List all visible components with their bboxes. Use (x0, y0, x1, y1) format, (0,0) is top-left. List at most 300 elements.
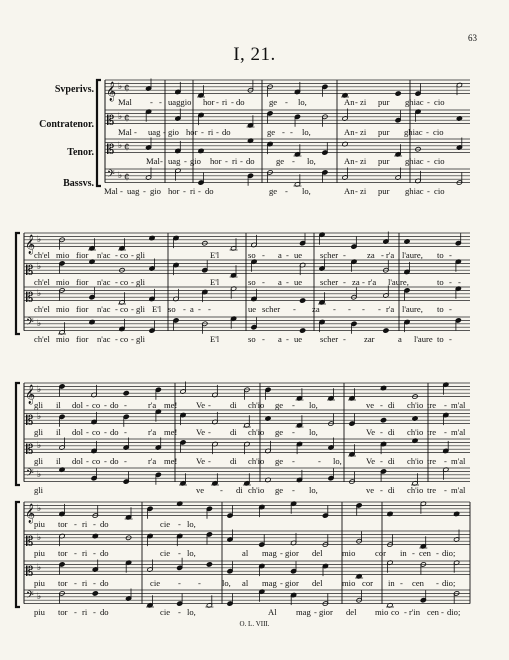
lyric-syllable: ri (82, 606, 88, 617)
lyric-syllable: r'a (386, 249, 395, 260)
system-bracket (97, 80, 101, 186)
lyric-syllable: ghiac (405, 185, 424, 196)
lyric-syllable: - (292, 155, 295, 166)
lyric-syllable: so (248, 333, 256, 344)
lyric-syllable: - (104, 455, 107, 466)
lyric-syllable: cio (434, 96, 445, 107)
lyric-syllable: fior (76, 303, 89, 314)
lyric-syllable: lo, (298, 96, 307, 107)
lyric-syllable: ve (366, 484, 375, 495)
lyric-syllable: n'ac (97, 333, 111, 344)
lyric-syllable: hor (210, 155, 222, 166)
key-signature-flat: ♭ (37, 234, 42, 245)
lyric-syllable: cen (412, 577, 424, 588)
note-head (123, 391, 129, 396)
time-signature: ¢ (124, 172, 130, 183)
key-signature-flat: ♭ (118, 170, 123, 181)
lyric-syllable: - (262, 249, 265, 260)
lyric-syllable: - (93, 518, 96, 529)
lyric-syllable: - (115, 303, 118, 314)
lyric-syllable: m'al (451, 399, 466, 410)
lyric-syllable: gio (168, 126, 179, 137)
lyric-syllable: co (120, 303, 129, 314)
lyric-syllable: - (262, 276, 265, 287)
lyric-syllable: ghiac (405, 155, 424, 166)
lyric-syllable: di (236, 484, 243, 495)
lyric-syllable: ge (275, 455, 284, 466)
lyric-syllable: ch'el (34, 276, 50, 287)
lyric-syllable: me! (164, 455, 178, 466)
lyric-syllable: do (100, 606, 109, 617)
lyric-syllable: scher (262, 303, 281, 314)
lyric-syllable: - (380, 455, 383, 466)
lyric-syllable: r'a (148, 455, 157, 466)
lyric-syllable: cie (160, 606, 171, 617)
lyric-syllable: lo, (309, 399, 318, 410)
lyric-syllable: ch'io (407, 426, 424, 437)
lyric-syllable: - (436, 547, 439, 558)
lyric-syllable: do (100, 547, 109, 558)
lyric-syllable: a (278, 276, 282, 287)
lyric-syllable: - (216, 126, 219, 137)
lyric-syllable: ue (248, 303, 257, 314)
lyric-syllable: - (201, 126, 204, 137)
lyric-syllable: - (120, 185, 123, 196)
lyric-syllable: do (100, 577, 109, 588)
lyric-syllable: scher (320, 249, 339, 260)
lyric-syllable: - (449, 276, 452, 287)
lyric-syllable: - (444, 484, 447, 495)
lyric-syllable: Ve (196, 399, 206, 410)
lyric-syllable: - (343, 249, 346, 260)
lyric-syllable: mio (342, 577, 356, 588)
system-bracket (16, 383, 20, 485)
lyric-syllable: - (343, 333, 346, 344)
lyric-syllable: - (404, 606, 407, 617)
lyric-syllable: di (388, 399, 395, 410)
lyric-syllable: - (427, 155, 430, 166)
lyric-syllable: - (400, 577, 403, 588)
key-signature-flat: ♭ (118, 81, 123, 92)
lyric-syllable: l'aure, (402, 303, 423, 314)
voice-name-tenor: Tenor. (67, 147, 94, 158)
lyric-syllable: - (412, 547, 415, 558)
key-signature-flat: ♭ (37, 261, 42, 272)
lyric-syllable: piu (34, 518, 45, 529)
lyric-syllable: cio (434, 185, 445, 196)
lyric-syllable: di (388, 426, 395, 437)
treble-clef: 𝄞 (25, 234, 36, 255)
lyric-syllable: - (355, 126, 358, 137)
lyric-syllable: scher (320, 333, 339, 344)
lyric-syllable: - (198, 303, 201, 314)
lyric-syllable: r'a (148, 399, 157, 410)
lyric-syllable: cie (160, 547, 171, 558)
lyric-syllable: gli (34, 484, 44, 495)
lyric-syllable: zi (360, 155, 367, 166)
lyric-syllable: - (355, 185, 358, 196)
lyric-syllable: lo, (333, 455, 342, 466)
lyric-syllable: dio; (442, 577, 456, 588)
lyric-syllable: ge (275, 399, 284, 410)
lyric-syllable: Ve (366, 455, 376, 466)
lyric-syllable: - (444, 455, 447, 466)
lyric-syllable: - (355, 96, 358, 107)
lyric-syllable: gli (34, 455, 44, 466)
lyric-syllable: pur (378, 126, 390, 137)
lyric-syllable: gior (285, 547, 299, 558)
lyric-syllable: gli (136, 249, 146, 260)
note-head (383, 328, 389, 333)
lyric-syllable: ch'io (248, 484, 265, 495)
lyric-syllable: Al (268, 606, 277, 617)
lyric-syllable: lo, (222, 577, 231, 588)
lyric-syllable: cor (362, 577, 373, 588)
lyric-syllable: - (444, 426, 447, 437)
lyric-syllable: a (398, 333, 402, 344)
lyric-syllable: E'l (210, 276, 220, 287)
lyric-syllable: - (131, 333, 134, 344)
lyric-syllable: - (292, 455, 295, 466)
lyric-syllable: do (110, 399, 119, 410)
lyric-syllable: - (143, 185, 146, 196)
lyric-syllable: mio (375, 606, 389, 617)
lyric-syllable: - (124, 426, 127, 437)
lyric-syllable: cie (150, 577, 161, 588)
treble-clef: 𝄞 (106, 81, 117, 102)
lyric-syllable: - (343, 276, 346, 287)
key-signature-flat: ♭ (37, 532, 42, 543)
lyric-syllable: - (131, 276, 134, 287)
lyric-syllable: Mal (146, 155, 160, 166)
lyric-syllable: lo, (302, 126, 311, 137)
lyric-syllable: tor (58, 577, 68, 588)
lyric-syllable: co (391, 606, 400, 617)
lyric-syllable: - (93, 577, 96, 588)
lyric-syllable: ghiac (404, 126, 423, 137)
system-bracket (16, 502, 20, 607)
lyric-syllable: An (344, 155, 355, 166)
lyric-syllable: An (344, 126, 355, 137)
lyric-syllable: - (285, 185, 288, 196)
lyric-syllable: gior (285, 577, 299, 588)
lyric-syllable: mio (56, 249, 70, 260)
lyric-syllable: hor (186, 126, 198, 137)
lyric-syllable: - (436, 577, 439, 588)
lyric-syllable: so (248, 249, 256, 260)
lyric-syllable: - (160, 155, 163, 166)
lyric-syllable: - (292, 426, 295, 437)
lyric-syllable: - (74, 518, 77, 529)
lyric-syllable: a (190, 303, 194, 314)
lyric-syllable: - (178, 518, 181, 529)
lyric-syllable: co (120, 333, 129, 344)
lyric-syllable: piu (34, 547, 45, 558)
lyric-syllable: pur (378, 185, 390, 196)
lyric-syllable: il (56, 399, 61, 410)
lyric-syllable: ri (82, 518, 88, 529)
lyric-syllable: do (246, 155, 255, 166)
lyric-syllable: ri (82, 547, 88, 558)
lyric-syllable: cio (433, 126, 444, 137)
lyric-syllable: - (380, 484, 383, 495)
lyric-syllable: - (348, 303, 351, 314)
lyric-syllable: - (178, 577, 181, 588)
lyric-syllable: do (110, 426, 119, 437)
lyric-syllable: do (110, 455, 119, 466)
lyric-syllable: lo, (307, 155, 316, 166)
lyric-syllable: ri (190, 185, 196, 196)
lyric-syllable: - (86, 399, 89, 410)
alto-clef: 𝄡 (26, 413, 34, 429)
lyric-syllable: - (74, 577, 77, 588)
lyric-syllable: - (286, 249, 289, 260)
lyric-syllable: to (437, 333, 444, 344)
bass-clef: 𝄢 (26, 316, 34, 331)
lyric-syllable: - (285, 96, 288, 107)
lyric-syllable: - (183, 303, 186, 314)
lyric-syllable: zi (360, 96, 367, 107)
lyric-syllable: - (104, 399, 107, 410)
lyric-syllable: - (225, 155, 228, 166)
lyric-syllable: dio; (447, 606, 461, 617)
system-bracket (16, 233, 20, 334)
lyric-syllable: co (92, 399, 101, 410)
lyric-syllable: gior (319, 606, 333, 617)
lyric-syllable: to (437, 276, 444, 287)
lyric-syllable: cio (434, 155, 445, 166)
lyric-syllable: l'aure (414, 333, 433, 344)
lyric-syllable: gio (190, 155, 201, 166)
lyric-syllable: - (355, 155, 358, 166)
lyric-syllable: l'aure, (388, 276, 409, 287)
lyric-syllable: il (56, 455, 61, 466)
lyric-syllable: E'l (210, 249, 220, 260)
note-head (395, 91, 401, 96)
treble-clef: 𝄞 (25, 384, 36, 405)
lyric-syllable: lo, (302, 185, 311, 196)
lyric-syllable: ge (269, 185, 278, 196)
lyric-syllable: ri (208, 126, 214, 137)
voice-name-bassus: Bassvs. (63, 178, 94, 189)
lyric-syllable: uag (168, 155, 181, 166)
lyric-syllable: ge (269, 96, 278, 107)
lyric-syllable: za (352, 276, 360, 287)
lyric-syllable: lo, (309, 426, 318, 437)
lyric-syllable: - (380, 399, 383, 410)
lyric-syllable: ge (276, 155, 285, 166)
alto-clef: 𝄡 (26, 442, 34, 458)
lyric-syllable: do (222, 126, 231, 137)
lyric-syllable: m'al (451, 426, 466, 437)
key-signature-flat: ♭ (37, 469, 42, 480)
lyric-syllable: hor (203, 96, 215, 107)
lyric-syllable: pur (378, 155, 390, 166)
lyric-syllable: ch'el (34, 249, 50, 260)
lyric-syllable: n'ac (97, 249, 111, 260)
lyric-syllable: tre (427, 455, 437, 466)
lyric-syllable: - (131, 249, 134, 260)
lyric-syllable: cen (419, 547, 431, 558)
lyric-syllable: - (93, 606, 96, 617)
lyric-syllable: - (444, 399, 447, 410)
lyric-syllable: tor (58, 606, 68, 617)
lyric-syllable: r'a (148, 426, 157, 437)
lyric-syllable: - (240, 155, 243, 166)
alto-clef: 𝄡 (26, 564, 34, 580)
lyric-syllable: ch'io (248, 455, 265, 466)
time-signature: ¢ (124, 142, 130, 153)
lyric-syllable: lo, (187, 547, 196, 558)
lyric-syllable: - (74, 606, 77, 617)
key-signature-flat: ♭ (37, 384, 42, 395)
note-head (206, 562, 212, 567)
lyric-syllable: gli (136, 303, 146, 314)
lyric-syllable: - (362, 276, 365, 287)
lyric-syllable: E'l (210, 333, 220, 344)
lyric-syllable: - (93, 547, 96, 558)
lyric-syllable: - (449, 333, 452, 344)
lyric-syllable: pur (378, 96, 390, 107)
lyric-syllable: del (346, 606, 357, 617)
lyric-syllable: mag (262, 547, 277, 558)
lyric-syllable: so (168, 303, 176, 314)
lyric-syllable: fior (76, 276, 89, 287)
lyric-syllable: me! (164, 399, 178, 410)
bass-clef: 𝄢 (107, 168, 115, 183)
lyric-syllable: - (286, 333, 289, 344)
lyric-syllable: di (230, 426, 237, 437)
lyric-syllable: in (400, 547, 407, 558)
lyric-syllable: An (344, 185, 355, 196)
lyric-syllable: co (92, 455, 101, 466)
lyric-syllable: tor (58, 547, 68, 558)
lyric-syllable: ge (275, 426, 284, 437)
lyric-syllable: ve (196, 484, 205, 495)
alto-clef: 𝄡 (26, 263, 34, 279)
lyric-syllable: tre (427, 399, 437, 410)
lyric-syllable: lo, (309, 484, 318, 495)
lyric-syllable: - (286, 276, 289, 287)
lyric-syllable: Mal (118, 96, 132, 107)
lyric-syllable: scher (320, 276, 339, 287)
lyric-syllable: - (159, 96, 162, 107)
lyric-syllable: za (312, 303, 320, 314)
lyric-syllable: - (449, 249, 452, 260)
lyric-syllable: me! (164, 426, 178, 437)
lyric-syllable: n'ac (97, 276, 111, 287)
lyric-syllable: - (290, 126, 293, 137)
lyric-syllable: - (262, 333, 265, 344)
lyric-syllable: - (115, 249, 118, 260)
lyric-syllable: co (92, 426, 101, 437)
lyric-syllable: lo, (187, 518, 196, 529)
lyric-syllable: dol (72, 399, 83, 410)
lyric-syllable: m'al (451, 484, 466, 495)
lyric-syllable: - (426, 126, 429, 137)
lyric-syllable: - (131, 303, 134, 314)
lyric-syllable: ri (222, 96, 228, 107)
lyric-syllable: ge (275, 484, 284, 495)
lyric-syllable: do (205, 185, 214, 196)
lyric-syllable: mag (296, 606, 311, 617)
lyric-syllable: ue (294, 333, 303, 344)
voice-name-superius: Svperivs. (54, 84, 94, 95)
lyric-syllable: a (278, 249, 282, 260)
lyric-syllable: ue (294, 276, 303, 287)
lyric-syllable: n'ac (97, 303, 111, 314)
alto-clef: 𝄡 (26, 290, 34, 306)
lyric-syllable: An (344, 96, 355, 107)
lyric-syllable: - (124, 455, 127, 466)
key-signature-flat: ♭ (37, 503, 42, 514)
key-signature-flat: ♭ (37, 288, 42, 299)
lyric-syllable: uaggio (168, 96, 192, 107)
lyric-syllable: - (282, 126, 285, 137)
lyric-syllable: Ve (196, 455, 206, 466)
bass-clef: 𝄢 (26, 589, 34, 604)
key-signature-flat: ♭ (37, 411, 42, 422)
lyric-syllable: ch'io (248, 399, 265, 410)
lyric-syllable: - (208, 455, 211, 466)
lyric-syllable: ghiac (405, 96, 424, 107)
lyric-syllable: - (208, 426, 211, 437)
lyric-syllable: di (388, 455, 395, 466)
lyric-syllable: - (104, 426, 107, 437)
lyric-syllable: ri (232, 155, 238, 166)
lyric-syllable: r'a (386, 303, 395, 314)
note-head (380, 418, 386, 423)
lyric-syllable: ch'el (34, 333, 50, 344)
lyric-syllable: m'al (451, 455, 466, 466)
lyric-syllable: dio; (442, 547, 456, 558)
lyric-syllable: piu (34, 577, 45, 588)
lyric-syllable: Ve (366, 426, 376, 437)
lyric-syllable: - (198, 577, 201, 588)
lyric-syllable: di (230, 399, 237, 410)
piece-title: I, 21. (233, 44, 276, 65)
lyric-syllable: to (437, 303, 444, 314)
lyric-syllable: gio (150, 185, 161, 196)
note-head (300, 328, 306, 333)
lyric-syllable: za (367, 249, 375, 260)
lyric-syllable: - (314, 606, 317, 617)
lyric-syllable: - (86, 455, 89, 466)
lyric-syllable: - (441, 606, 444, 617)
lyric-syllable: - (178, 606, 181, 617)
lyric-syllable: del (312, 547, 323, 558)
bass-clef: 𝄢 (26, 467, 34, 482)
lyric-syllable: - (378, 303, 381, 314)
lyric-syllable: - (427, 185, 430, 196)
lyric-syllable: hor (168, 185, 180, 196)
lyric-syllable: Ve (196, 426, 206, 437)
lyric-syllable: do (100, 518, 109, 529)
alto-clef: 𝄡 (107, 113, 115, 129)
lyric-syllable: mio (56, 276, 70, 287)
alto-clef: 𝄡 (107, 142, 115, 158)
lyric-syllable: ge (267, 126, 276, 137)
lyric-syllable: - (427, 96, 430, 107)
lyric-syllable: in (388, 577, 395, 588)
lyric-syllable: - (449, 303, 452, 314)
lyric-syllable: tre (427, 426, 437, 437)
lyric-syllable: co (120, 249, 129, 260)
lyric-syllable: gli (136, 276, 146, 287)
lyric-syllable: - (458, 276, 461, 287)
lyric-syllable: fior (76, 249, 89, 260)
note-head (300, 298, 306, 303)
